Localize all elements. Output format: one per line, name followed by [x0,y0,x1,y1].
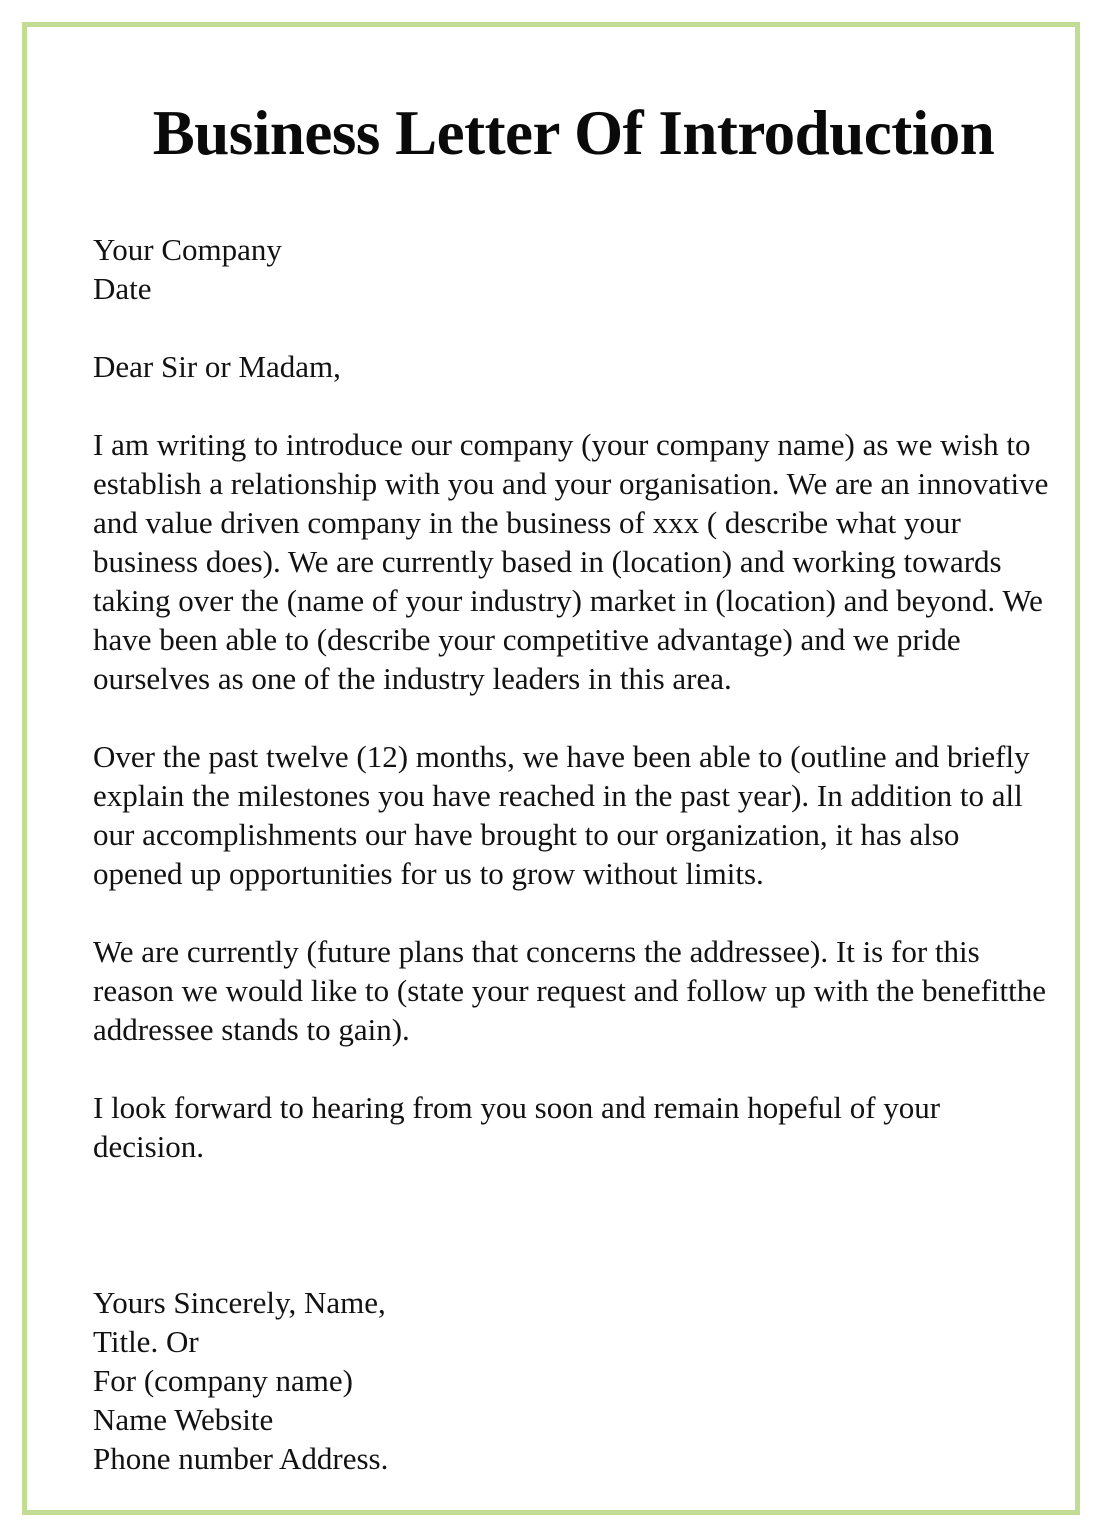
document-content [54,54,1102,1536]
date-line: Date [93,271,152,307]
body-paragraph-3: We are currently (future plans that concerns the addressee). It is for this reason we would like to (state your request and follow up with the benefitthe addressee stands to gain). [93,934,1046,1048]
page-title: Business Letter Of Introduction [152,98,995,168]
paragraph-block-1 [93,425,1054,698]
sign-off-line-4: Name Website [93,1402,274,1438]
letter-body [93,230,1054,1478]
body-paragraph-2: Over the past twelve (12) months, we have been able to (outline and briefly explain the milestones you have reached in the past year). In addition to all our accomplishments our have brought to our organization, it has also opened up opportunities for us to grow without limits. [93,739,1030,892]
sign-off-line-1: Yours Sincerely, Name, [93,1285,386,1321]
paragraph-block-4 [93,1088,1054,1166]
body-paragraph-1: I am writing to introduce our company (your company name) as we wish to establish a relationship with you and your organisation. We are an innovative and value driven company in the business of xxx ( describe what your business does). We are currently based in (location) and working towards taking over the (name of your industry) market in (location) and beyond. We have been able to (describe your competitive advantage) and we pride ourselves as one of the industry leaders in this area. [93,427,1049,697]
sign-off-block [93,1283,1054,1478]
salutation-line: Dear Sir or Madam, [93,349,341,385]
company-line: Your Company [93,232,282,268]
sign-off-line-3: For (company name) [93,1363,353,1399]
paragraph-block-3 [93,932,1054,1049]
page-border-frame [22,22,1080,1515]
paragraph-block-2 [93,737,1054,893]
sign-off-line-5: Phone number Address. [93,1441,389,1477]
body-paragraph-4: I look forward to hearing from you soon and remain hopeful of your decision. [93,1090,941,1165]
letterhead-block [93,230,1054,308]
sign-off-line-2: Title. Or [93,1324,199,1360]
salutation-block [93,347,1054,386]
